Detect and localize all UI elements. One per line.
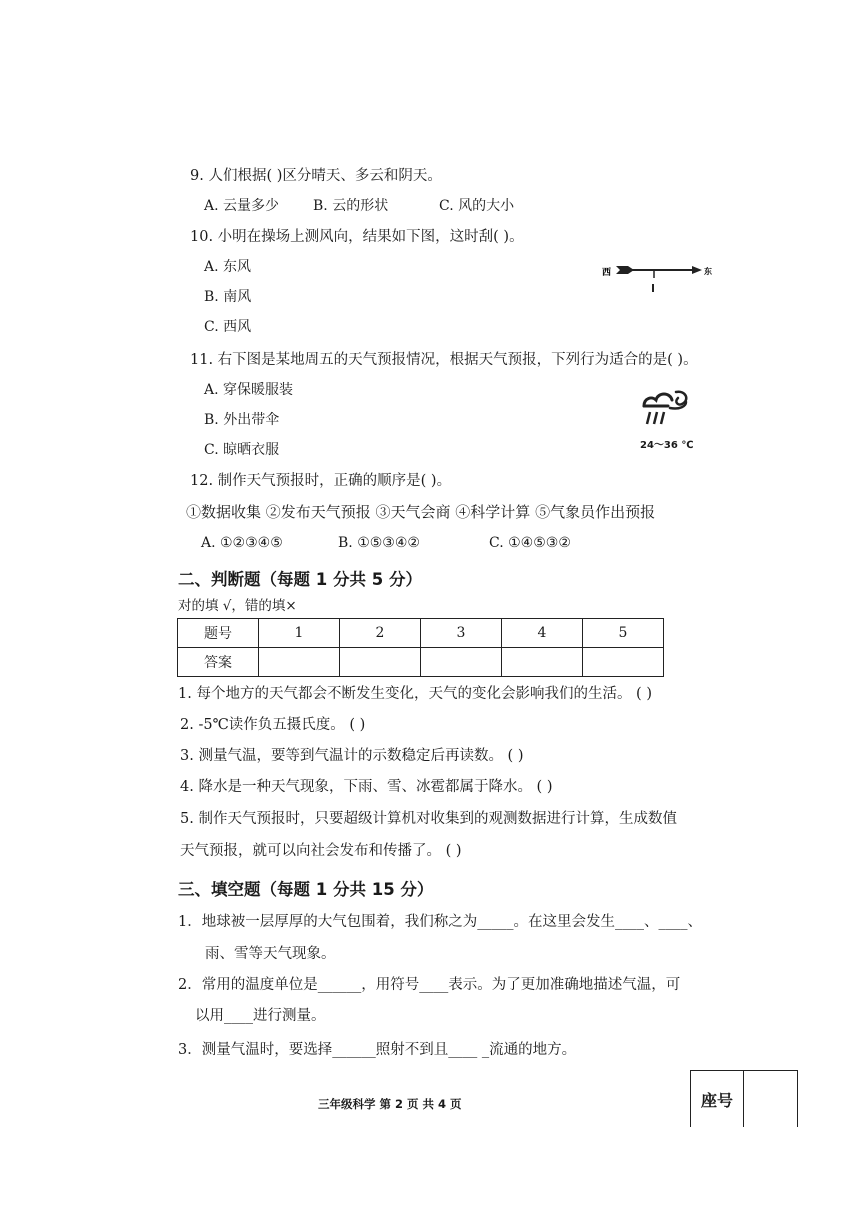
- page-footer: 三年级科学 第 2 页 共 4 页: [318, 1097, 462, 1111]
- west-label: 西: [602, 268, 612, 278]
- question-11: 11. 右下图是某地周五的天气预报情况，根据天气预报，下列行为适合的是( )。: [190, 352, 698, 368]
- fill-item-2-line-1: 2．常用的温度单位是______，用符号____表示。为了更加准确地描述气温，可: [178, 977, 681, 993]
- q12-steps: ①数据收集 ②发布天气预报 ③天气会商 ④科学计算 ⑤气象员作出预报: [186, 503, 656, 521]
- answer-cell-5[interactable]: [583, 648, 664, 677]
- q11-option-b: B. 外出带伞: [204, 412, 280, 428]
- judge-item-5-line-1: 5. 制作天气预报时，只要超级计算机对收集到的观测数据进行计算，生成数值: [180, 811, 677, 827]
- answer-cell-4[interactable]: [502, 648, 583, 677]
- q9-option-c: C. 风的大小: [439, 198, 515, 214]
- question-9: 9. 人们根据( )区分晴天、多云和阴天。: [190, 168, 442, 184]
- fill-item-1-line-2: 雨、雪等天气现象。: [205, 946, 336, 962]
- section-2-instruction: 对的填 √，错的填×: [178, 598, 297, 614]
- judge-item-4: 4. 降水是一种天气现象，下雨、雪、冰雹都属于降水。 ( ): [180, 779, 553, 795]
- q12-option-a: A. ①②③④⑤: [201, 535, 283, 551]
- answer-table-answer-row: [178, 648, 664, 677]
- judge-item-5-line-2: 天气预报，就可以向社会发布和传播了。 ( ): [180, 843, 462, 859]
- seat-number-label: 座号: [691, 1071, 744, 1127]
- rain-wind-weather-icon: [640, 388, 694, 434]
- seat-number-box: [690, 1070, 798, 1127]
- table-number-1: 1: [259, 619, 340, 648]
- section-2-title: 二、判断题（每题 1 分共 5 分）: [178, 570, 422, 589]
- q12-option-b: B. ①⑤③④②: [338, 535, 420, 551]
- judge-item-3: 3. 测量气温，要等到气温计的示数稳定后再读数。 ( ): [180, 748, 524, 764]
- vane-arrowhead: [692, 266, 702, 274]
- answer-table: [177, 618, 664, 677]
- temperature-range: 24～36 ℃: [640, 440, 694, 451]
- question-12: 12. 制作天气预报时，正确的顺序是( )。: [190, 473, 452, 489]
- fill-item-3-line-1: 3．测量气温时，要选择______照射不到且____ _流通的地方。: [178, 1042, 577, 1058]
- q9-option-a: A. 云量多少: [204, 198, 280, 214]
- fill-item-2-line-2: 以用____进行测量。: [195, 1008, 326, 1024]
- q12-option-c: C. ①④⑤③②: [489, 535, 571, 551]
- answer-cell-2[interactable]: [340, 648, 421, 677]
- answer-cell-1[interactable]: [259, 648, 340, 677]
- q11-option-a: A. 穿保暖服装: [204, 382, 294, 398]
- wind-vane-figure: [600, 258, 720, 298]
- q10-option-b: B. 南风: [204, 289, 252, 305]
- table-number-5: 5: [583, 619, 664, 648]
- fill-item-1-line-1: 1．地球被一层厚厚的大气包围着，我们称之为_____。在这里会发生____、____、: [178, 914, 702, 930]
- judge-item-1: 1. 每个地方的天气都会不断发生变化，天气的变化会影响我们的生活。 ( ): [178, 686, 652, 702]
- table-number-2: 2: [340, 619, 421, 648]
- table-number-4: 4: [502, 619, 583, 648]
- answer-table-header-row: [178, 619, 664, 648]
- q9-option-b: B. 云的形状: [313, 198, 389, 214]
- q10-option-a: A. 东风: [204, 259, 252, 275]
- table-label-answer: 答案: [178, 648, 259, 677]
- judge-item-2: 2. -5℃读作负五摄氏度。 ( ): [180, 717, 366, 733]
- q10-option-c: C. 西风: [204, 319, 252, 335]
- table-label-number: 题号: [178, 619, 259, 648]
- question-10: 10. 小明在操场上测风向，结果如下图，这时刮( )。: [190, 229, 524, 245]
- q11-option-c: C. 晾晒衣服: [204, 442, 280, 458]
- east-label: 东: [704, 267, 712, 276]
- table-number-3: 3: [421, 619, 502, 648]
- section-3-title: 三、填空题（每题 1 分共 15 分）: [178, 880, 434, 899]
- answer-cell-3[interactable]: [421, 648, 502, 677]
